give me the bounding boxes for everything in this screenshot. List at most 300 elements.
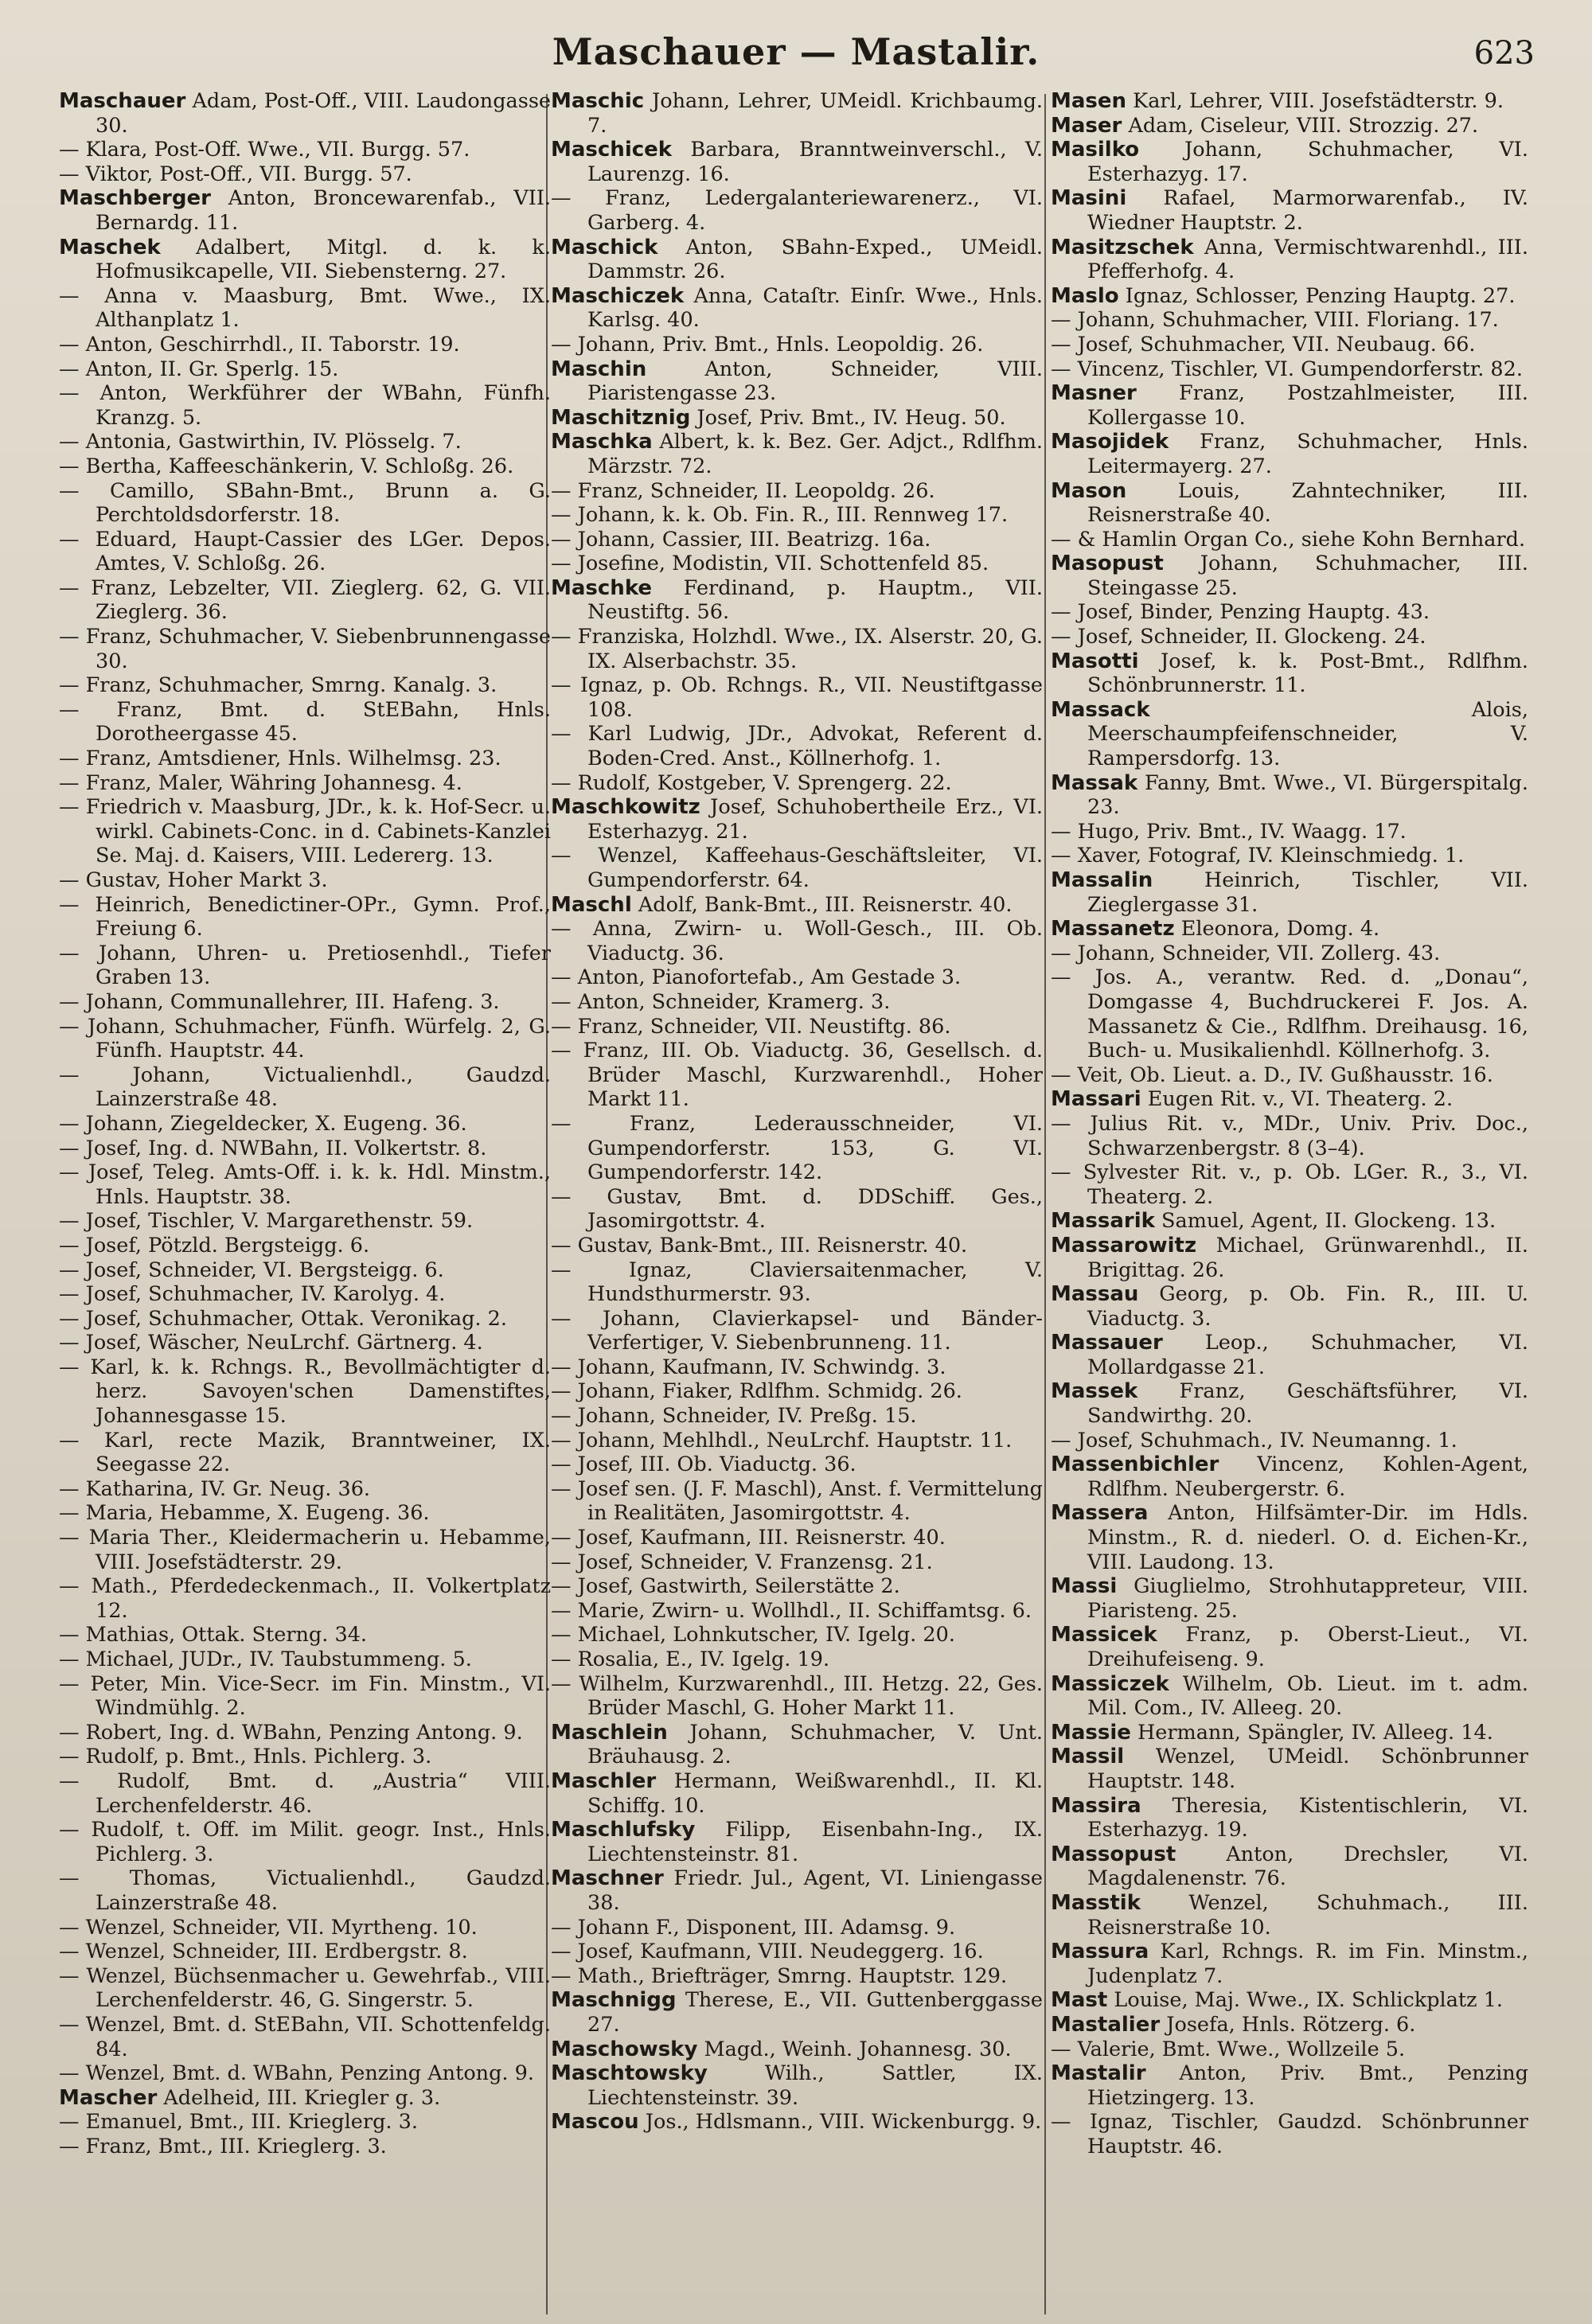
directory-entry (59, 1964, 551, 2013)
directory-entry (551, 990, 1043, 1015)
directory-entry (59, 2086, 551, 2111)
entry-text: — Camillo, SBahn-Bmt., Brunn a. G. Perchtoldsdorferstr. 18. (59, 478, 551, 528)
directory-entry (551, 1234, 1043, 1258)
entry-text: Franz, Schuhmacher, Hnls. Leitermayerg. 27. (1087, 430, 1528, 478)
directory-entry (1051, 186, 1528, 235)
directory-entry (551, 2110, 1043, 2135)
directory-entry (59, 1647, 551, 1672)
directory-entry (551, 1866, 1043, 1915)
directory-entry (1051, 1209, 1528, 1234)
entry-text: — Karl Ludwig, JDr., Advokat, Referent d. Boden-Cred. Anst., Köllnerhofg. 1. (551, 722, 1043, 771)
directory-entry (1051, 333, 1528, 357)
directory-entry (59, 284, 551, 333)
entry-surname: Massura (1051, 1940, 1149, 1964)
entry-surname: Maschkowitz (551, 795, 700, 820)
entry-text: Friedr. Jul., Agent, VI. Liniengasse 38. (587, 1866, 1043, 1915)
entry-surname: Maschowsky (551, 2037, 698, 2061)
directory-entry (59, 2013, 551, 2061)
directory-entry (59, 1137, 551, 1161)
entry-text: — Veit, Ob. Lieut. a. D., IV. Gußhausstr. 16. (1051, 1063, 1493, 1087)
entry-text: Adam, Post-Off., VIII. Laudongasse 30. (96, 89, 551, 138)
entry-surname: Masstik (1051, 1890, 1141, 1915)
directory-entry (59, 795, 551, 868)
entry-text: — Franz, Schuhmacher, Smrng. Kanalg. 3. (59, 673, 498, 698)
directory-entry (551, 1916, 1043, 1940)
entry-text: Karl, Rchngs. R. im Fin. Minstm., Judenplatz 7. (1087, 1940, 1528, 1988)
entry-text: — Anton, Schneider, Kramerg. 3. (551, 989, 891, 1014)
entry-text: Franz, Postzahlmeister, III. Kollergasse 10. (1087, 381, 1528, 430)
directory-entry (551, 1550, 1043, 1575)
entry-text: — Johann, Schneider, VII. Zollerg. 43. (1051, 941, 1441, 965)
entry-text: — Johann, Uhren- u. Pretiosenhdl., Tiefer Graben 13. (59, 941, 551, 990)
directory-entry (59, 2061, 551, 2086)
directory-entry (59, 454, 551, 479)
entry-text: — Rudolf, Kostgeber, V. Sprengerg. 22. (551, 770, 952, 795)
directory-entry (551, 1599, 1043, 1624)
directory-entry (1051, 138, 1528, 186)
entry-text: Johann, Lehrer, UMeidl. Krichbaumg. 7. (587, 89, 1043, 138)
entry-text: Karl, Lehrer, VIII. Josefstädterstr. 9. (1126, 89, 1504, 113)
entry-text: — Johann, Priv. Bmt., Hnls. Leopoldig. 26. (551, 332, 984, 357)
entry-text: — Johann F., Disponent, III. Adamsg. 9. (551, 1915, 956, 1940)
entry-text: Samuel, Agent, II. Glockeng. 13. (1154, 1209, 1496, 1234)
directory-entry (551, 771, 1043, 796)
directory-entry (551, 795, 1043, 844)
entry-text: Hermann, Spängler, IV. Alleeg. 14. (1130, 1720, 1493, 1745)
directory-entry (59, 1623, 551, 1647)
directory-entry (551, 1526, 1043, 1550)
entry-text: — Jos. A., verantw. Red. d. „Donau“, Domgasse 4, Buchdruckerei F. Jos. A. Massanetz & Cie., Rdlfhm. Dreihausg. 16, Buch- u. Musikalienhdl. Köllnerhofg. 3. (1051, 965, 1528, 1063)
entry-text: — Wenzel, Schneider, VII. Myrtheng. 10. (59, 1915, 478, 1940)
entry-text: Anna, Cataſtr. Einſr. Wwe., Hnls. Karlsg. 40. (587, 283, 1043, 333)
entry-text: — Katharina, IV. Gr. Neug. 36. (59, 1476, 371, 1501)
entry-text: — Franz, Schneider, VII. Neustiftg. 86. (551, 1014, 951, 1039)
entry-surname: Massicek (1051, 1623, 1157, 1647)
directory-entry (59, 1672, 551, 1721)
entry-text: — Maria Ther., Kleidermacherin u. Hebamme, VIII. Josefstädterstr. 29. (59, 1526, 551, 1574)
entry-surname: Masopust (1051, 552, 1164, 576)
entry-surname: Massarowitz (1051, 1233, 1197, 1258)
entry-text: — Gustav, Bmt. d. DDSchiff. Ges., Jasomirgottstr. 4. (551, 1184, 1043, 1234)
directory-entry (59, 576, 551, 625)
entry-text: — Josef, Schuhmacher, IV. Karolyg. 4. (59, 1282, 446, 1307)
entry-text: Theresia, Kistentischlerin, VI. Esterhazyg. 19. (1087, 1793, 1528, 1842)
entry-text: — Michael, JUDr., IV. Taubstummeng. 5. (59, 1647, 472, 1671)
entry-text: — Franz, Ledergalanteriewarenerz., VI. Garberg. 4. (551, 186, 1043, 235)
directory-entry (1051, 1331, 1528, 1379)
entry-text: Wenzel, Schuhmach., III. Reisnerstraße 10. (1087, 1890, 1528, 1940)
directory-entry (59, 1112, 551, 1137)
directory-entry (59, 1526, 551, 1574)
entry-text: — Klara, Post-Off. Wwe., VII. Burgg. 57. (59, 138, 470, 162)
directory-entry (59, 381, 551, 430)
directory-entry (59, 1940, 551, 1964)
entry-surname: Masner (1051, 381, 1137, 406)
entry-surname: Maser (1051, 113, 1122, 138)
directory-entry (551, 844, 1043, 892)
entry-text: — Johann, k. k. Ob. Fin. R., III. Rennweg 17. (551, 503, 1009, 528)
directory-entry (59, 1331, 551, 1355)
directory-entry (59, 1769, 551, 1818)
entry-text: — Josef, Schneider, VI. Bergsteigg. 6. (59, 1258, 444, 1282)
entry-text: — Anna, Zwirn- u. Woll-Gesch., III. Ob. Viaductg. 36. (551, 917, 1043, 965)
entry-text: — Josefine, Modistin, VII. Schottenfeld 85. (551, 552, 989, 576)
entry-text: Barbara, Branntweinverschl., V. Laurenzg. 16. (587, 138, 1043, 186)
entry-text: — Karl, recte Mazik, Branntweiner, IX. Seegasse 22. (59, 1428, 551, 1477)
entry-text: — Maria, Hebamme, X. Eugeng. 36. (59, 1501, 430, 1526)
entry-text: — Gustav, Bank-Bmt., III. Reisnerstr. 40. (551, 1233, 968, 1258)
directory-entry (1051, 844, 1528, 868)
entry-text: Wenzel, UMeidl. Schönbrunner Hauptstr. 148. (1087, 1745, 1528, 1793)
directory-entry (551, 186, 1043, 235)
entry-surname: Maslo (1051, 283, 1119, 308)
directory-entry (59, 1355, 551, 1429)
directory-entry (59, 1015, 551, 1063)
entry-text: — Math., Briefträger, Smrng. Hauptstr. 129. (551, 1963, 1008, 1988)
entry-text: — Sylvester Rit. v., p. Ob. LGer. R., 3., VI. Theaterg. 2. (1051, 1160, 1528, 1209)
entry-text: — Rudolf, Bmt. d. „Austria“ VIII. Lerchenfelderstr. 46. (59, 1768, 551, 1818)
entry-text: — Josef, Schneider, II. Glockeng. 24. (1051, 625, 1426, 649)
entry-text: Alois, Meerschaumpfeifenschneider, V. Rampersdorfg. 13. (1087, 697, 1528, 771)
entry-text: Giuglielmo, Strohhutappreteur, VIII. Piaristeng. 25. (1087, 1574, 1528, 1623)
entry-text: Anton, SBahn-Exped., UMeidl. Dammstr. 26. (587, 235, 1043, 284)
entry-text: Michael, Grünwarenhdl., II. Brigittag. 26. (1087, 1233, 1528, 1282)
directory-entry (1051, 284, 1528, 309)
directory-entry (1051, 1282, 1528, 1331)
directory-entry (551, 1015, 1043, 1039)
directory-entry (1051, 1379, 1528, 1428)
entry-surname: Massenbichler (1051, 1452, 1219, 1477)
directory-entry (1051, 1940, 1528, 1988)
directory-entry (551, 284, 1043, 333)
directory-entry (59, 942, 551, 990)
directory-entry (551, 552, 1043, 576)
entry-surname: Maschl (551, 892, 632, 917)
directory-entry (1051, 1112, 1528, 1160)
entry-text: — Josef, Kaufmann, III. Reisnerstr. 40. (551, 1526, 946, 1550)
entry-text: — Josef, Pötzld. Bergsteigg. 6. (59, 1233, 370, 1258)
directory-entry (551, 2061, 1043, 2110)
directory-entry (1051, 649, 1528, 698)
directory-entry (551, 1647, 1043, 1672)
directory-entry (59, 89, 551, 138)
entry-text: — Franz, Bmt. d. StEBahn, Hnls. Dorotheergasse 45. (59, 697, 551, 747)
entry-text: — Johann, Communallehrer, III. Hafeng. 3. (59, 989, 500, 1014)
entry-text: — Karl, k. k. Rchngs. R., Bevollmächtigter d. herz. Savoyen'schen Damenstiftes, Johannesgasse 15. (59, 1355, 551, 1429)
entry-text: — Xaver, Fotograf, IV. Kleinschmiedg. 1. (1051, 844, 1465, 868)
directory-entry (1051, 552, 1528, 600)
directory-entry (1051, 1574, 1528, 1623)
directory-entry (551, 357, 1043, 406)
directory-entry (59, 698, 551, 747)
entry-surname: Massalin (1051, 868, 1153, 892)
directory-entry (551, 406, 1043, 431)
entry-surname: Maschka (551, 430, 653, 454)
entry-text: — Mathias, Ottak. Sterng. 34. (59, 1623, 368, 1647)
entry-text: Johann, Schuhmacher, III. Steingasse 25. (1087, 552, 1528, 600)
entry-surname: Massari (1051, 1087, 1141, 1112)
directory-entry (1051, 89, 1528, 114)
entry-text: Rafael, Marmorwarenfab., IV. Wiedner Hauptstr. 2. (1087, 186, 1528, 235)
entry-text: — Johann, Mehlhdl., NeuLrchf. Hauptstr. 11. (551, 1428, 1013, 1452)
directory-entry (551, 1452, 1043, 1477)
directory-entry (1051, 868, 1528, 917)
page-number: 623 (1473, 35, 1535, 72)
directory-entry (59, 1429, 551, 1477)
entry-text: — Johann, Kaufmann, IV. Schwindg. 3. (551, 1355, 946, 1379)
entry-text: Jos., Hdlsmann., VIII. Wickenburgg. 9. (638, 2110, 1042, 2135)
entry-text: Leop., Schuhmacher, VI. Mollardgasse 21. (1087, 1331, 1528, 1379)
directory-entry (1051, 1429, 1528, 1453)
entry-surname: Mastalir (1051, 2061, 1146, 2086)
entry-surname: Massi (1051, 1574, 1118, 1599)
entry-text: — Josef, Gastwirth, Seilerstätte 2. (551, 1574, 900, 1599)
entry-text: Josefa, Hnls. Rötzerg. 6. (1160, 2012, 1416, 2037)
directory-entry (59, 1160, 551, 1209)
entry-text: — Franz, Lederausschneider, VI. Gumpendorferstr. 153, G. VI. Gumpendorferstr. 142. (551, 1111, 1043, 1185)
directory-entry (59, 479, 551, 528)
entry-text: — Julius Rit. v., MDr., Univ. Priv. Doc., Schwarzenbergstr. 8 (3–4). (1051, 1111, 1528, 1160)
entry-surname: Massiczek (1051, 1671, 1169, 1696)
entry-text: Josef, Schuhobertheile Erz., VI. Esterhazyg. 21. (587, 795, 1043, 844)
entry-surname: Mascher (59, 2085, 158, 2110)
directory-entry (1051, 1234, 1528, 1282)
directory-entry (1051, 2061, 1528, 2110)
directory-entry (551, 1769, 1043, 1818)
entry-text: — Josef, Ing. d. NWBahn, II. Volkertstr. 8. (59, 1136, 487, 1160)
directory-entry (59, 357, 551, 382)
entry-surname: Massera (1051, 1501, 1149, 1526)
column-middle (551, 89, 1043, 2135)
entry-text: Magd., Weinh. Johannesg. 30. (697, 2037, 1012, 2061)
entry-text: Ferdinand, p. Hauptm., VII. Neustiftg. 56. (587, 575, 1043, 625)
entry-text: — Wenzel, Bmt. d. WBahn, Penzing Antong. 9. (59, 2061, 534, 2086)
entry-text: — Josef, III. Ob. Viaductg. 36. (551, 1452, 856, 1477)
entry-text: — Antonia, Gastwirthin, IV. Plösselg. 7. (59, 430, 462, 454)
entry-text: Anton, Drechsler, VI. Magdalenenstr. 76. (1087, 1842, 1528, 1891)
directory-entry (1051, 357, 1528, 382)
entry-text: Albert, k. k. Bez. Ger. Adjct., Rdlfhm. Märzstr. 72. (587, 430, 1043, 478)
entry-text: — Josef, Schuhmacher, Ottak. Veronikag. 2. (59, 1306, 507, 1331)
directory-entry (551, 1477, 1043, 1526)
directory-entry (551, 673, 1043, 722)
entry-text: — Johann, Ziegeldecker, X. Eugeng. 36. (59, 1111, 467, 1136)
directory-entry (551, 1964, 1043, 1989)
directory-entry (551, 89, 1043, 138)
directory-entry (59, 162, 551, 187)
entry-text: — Franziska, Holzhdl. Wwe., IX. Alserstr. 20, G. IX. Alserbachstr. 35. (551, 625, 1043, 673)
entry-text: Wilh., Sattler, IX. Liechtensteinstr. 39. (587, 2061, 1043, 2110)
entry-text: — Johann, Schneider, IV. Preßg. 15. (551, 1404, 917, 1429)
entry-surname: Massie (1051, 1720, 1131, 1745)
entry-surname: Massanetz (1051, 917, 1175, 942)
entry-surname: Maschke (551, 575, 653, 600)
directory-entry (59, 528, 551, 576)
entry-surname: Massak (1051, 770, 1138, 795)
directory-entry (59, 1866, 551, 1915)
entry-surname: Massack (1051, 697, 1150, 722)
directory-entry (1051, 917, 1528, 942)
directory-entry (59, 138, 551, 162)
entry-surname: Mastalier (1051, 2012, 1161, 2037)
directory-entry (551, 1307, 1043, 1355)
directory-entry (1051, 381, 1528, 430)
directory-entry (1051, 942, 1528, 966)
entry-text: Georg, p. Ob. Fin. R., III. U. Viaductg. 3. (1087, 1282, 1528, 1331)
directory-entry (551, 1039, 1043, 1112)
entry-surname: Maschek (59, 235, 161, 259)
entry-text: Ignaz, Schlosser, Penzing Hauptg. 27. (1118, 283, 1516, 308)
entry-text: — Rudolf, p. Bmt., Hnls. Pichlerg. 3. (59, 1745, 432, 1769)
column-divider (1044, 94, 1046, 2314)
entry-text: — Johann, Victualienhdl., Gaudzd. Lainzerstraße 48. (59, 1063, 551, 1112)
directory-entry (59, 1234, 551, 1258)
directory-entry (551, 1988, 1043, 2037)
directory-entry (551, 1672, 1043, 1721)
directory-entry (59, 430, 551, 454)
entry-text: — Anton, Geschirrhdl., II. Taborstr. 19. (59, 332, 460, 357)
directory-entry (59, 625, 551, 673)
entry-text: — Franz, Maler, Währing Johannesg. 4. (59, 770, 462, 795)
directory-entry (1051, 1988, 1528, 2013)
entry-text: Therese, E., VII. Guttenberggasse 27. (587, 1988, 1043, 2037)
directory-entry (551, 1623, 1043, 1647)
entry-surname: Masilko (1051, 138, 1140, 162)
directory-entry (551, 576, 1043, 625)
directory-entry (551, 2037, 1043, 2062)
entry-text: — Franz, Lebzelter, VII. Zieglerg. 62, G. VII. Zieglerg. 36. (59, 575, 551, 625)
entry-text: — Josef, Binder, Penzing Hauptg. 43. (1051, 600, 1430, 625)
directory-entry (1051, 1160, 1528, 1209)
entry-text: — Wenzel, Büchsenmacher u. Gewehrfab., VIII. Lerchenfelderstr. 46, G. Singerstr. 5. (59, 1963, 551, 2013)
entry-text: Johann, Schuhmacher, V. Unt. Bräuhausg. 2. (587, 1720, 1043, 1769)
entry-text: — Wenzel, Schneider, III. Erdbergstr. 8. (59, 1940, 468, 1964)
directory-entry (551, 430, 1043, 478)
entry-surname: Maschlufsky (551, 1818, 696, 1842)
directory-entry (59, 1745, 551, 1769)
entry-surname: Masotti (1051, 649, 1139, 673)
directory-entry (551, 1185, 1043, 1234)
entry-surname: Maschler (551, 1768, 657, 1793)
entry-text: Adelheid, III. Kriegler g. 3. (157, 2085, 441, 2110)
entry-surname: Maschicek (551, 138, 673, 162)
directory-entry (59, 868, 551, 893)
entry-text: Anton, Priv. Bmt., Penzing Hietzingerg. 13. (1087, 2061, 1528, 2110)
entry-text: — Vincenz, Tischler, VI. Gumpendorferstr. 82. (1051, 357, 1523, 381)
entry-text: — Math., Pferdedeckenmach., II. Volkertplatz 12. (59, 1574, 551, 1623)
entry-surname: Massil (1051, 1745, 1125, 1769)
directory-entry (551, 965, 1043, 990)
entry-text: Hermann, Weißwarenhdl., II. Kl. Schiffg. 10. (587, 1768, 1043, 1818)
entry-surname: Massau (1051, 1282, 1139, 1307)
directory-entry (59, 1818, 551, 1866)
directory-entry (1051, 430, 1528, 478)
entry-text: — Ignaz, p. Ob. Rchngs. R., VII. Neustiftgasse 108. (551, 673, 1043, 722)
directory-entry (59, 1282, 551, 1307)
directory-entry (551, 1379, 1043, 1404)
entry-text: — Peter, Min. Vice-Secr. im Fin. Minstm., VI. Windmühlg. 2. (59, 1671, 551, 1721)
entry-surname: Mascou (551, 2110, 639, 2135)
entry-surname: Maschtowsky (551, 2061, 708, 2086)
entry-text: — Emanuel, Bmt., III. Krieglerg. 3. (59, 2110, 418, 2135)
directory-entry (1051, 1063, 1528, 1088)
entry-text: — Valerie, Bmt. Wwe., Wollzeile 5. (1051, 2037, 1406, 2061)
entry-surname: Massauer (1051, 1331, 1163, 1355)
directory-entry (551, 503, 1043, 528)
column-right (1051, 89, 1528, 2158)
entry-text: — Hugo, Priv. Bmt., IV. Waagg. 17. (1051, 819, 1407, 844)
entry-text: — Ignaz, Claviersaitenmacher, V. Hundsthurmerstr. 93. (551, 1258, 1043, 1307)
directory-entry (1051, 1842, 1528, 1891)
entry-text: — Franz, Amtsdiener, Hnls. Wilhelmsg. 23. (59, 747, 501, 771)
directory-entry (1051, 1745, 1528, 1793)
directory-entry (551, 1574, 1043, 1599)
directory-entry (551, 1429, 1043, 1453)
entry-text: — Franz, Schuhmacher, V. Siebenbrunnengasse 30. (59, 625, 551, 673)
entry-text: Eleonora, Domg. 4. (1174, 917, 1380, 942)
entry-text: Louis, Zahntechniker, III. Reisnerstraße 40. (1087, 478, 1528, 528)
entry-text: Adalbert, Mitgl. d. k. k. Hofmusikcapelle, VII. Siebensterng. 27. (96, 235, 551, 284)
entry-text: — Heinrich, Benedictiner-OPr., Gymn. Prof., Freiung 6. (59, 892, 551, 942)
directory-entry (551, 1721, 1043, 1769)
entry-text: — Thomas, Victualienhdl., Gaudzd. Lainzerstraße 48. (59, 1866, 551, 1915)
directory-entry (1051, 2013, 1528, 2037)
directory-entry (1051, 1452, 1528, 1501)
entry-surname: Mason (1051, 478, 1127, 503)
entry-text: Anton, Hilfsämter-Dir. im Hdls. Minstm., R. d. niederl. O. d. Eichen-Kr., VIII. Laudong. 13. (1087, 1501, 1528, 1574)
directory-entry (1051, 2037, 1528, 2062)
page-title: Maschauer — Mastalir. (552, 30, 1040, 73)
directory-entry (59, 2135, 551, 2159)
entry-surname: Maschnigg (551, 1988, 677, 2013)
entry-text: — Wilhelm, Kurzwarenhdl., III. Hetzg. 22, Ges. Brüder Maschl, G. Hoher Markt 11. (551, 1671, 1043, 1721)
entry-text: Wilhelm, Ob. Lieut. im t. adm. Mil. Com., IV. Alleeg. 20. (1087, 1671, 1528, 1721)
entry-text: — Josef, Schneider, V. Franzensg. 21. (551, 1550, 933, 1574)
directory-entry (59, 1574, 551, 1623)
directory-entry (1051, 1087, 1528, 1112)
directory-entry (551, 1818, 1043, 1866)
directory-entry (551, 236, 1043, 284)
column-left (59, 89, 551, 2158)
entry-surname: Massira (1051, 1793, 1141, 1818)
directory-entry (59, 1307, 551, 1332)
entry-text: — Josef, Teleg. Amts-Off. i. k. k. Hdl. Minstm., Hnls. Hauptstr. 38. (59, 1160, 551, 1209)
directory-entry (59, 1063, 551, 1112)
entry-text: — Eduard, Haupt-Cassier des LGer. Depos. Amtes, V. Schloßg. 26. (59, 527, 551, 576)
directory-entry (1051, 528, 1528, 552)
directory-entry (551, 1112, 1043, 1185)
entry-text: — Johann, Clavierkapsel- und Bänder-Verfertiger, V. Siebenbrunneng. 11. (551, 1306, 1043, 1355)
directory-entry (1051, 308, 1528, 333)
entry-text: Eugen Rit. v., VI. Theaterg. 2. (1141, 1087, 1453, 1112)
entry-surname: Mast (1051, 1988, 1108, 2013)
directory-entry (1051, 1794, 1528, 1842)
entry-surname: Maschlein (551, 1720, 668, 1745)
entry-surname: Maschiczek (551, 283, 685, 308)
entry-text: — Rosalia, E., IV. Igelg. 19. (551, 1647, 830, 1671)
entry-text: — Josef, Schuhmach., IV. Neumanng. 1. (1051, 1428, 1457, 1452)
entry-text: — Johann, Schuhmacher, Fünfh. Würfelg. 2, G. Fünfh. Hauptstr. 44. (59, 1014, 551, 1063)
entry-text: — Marie, Zwirn- u. Wollhdl., II. Schiffamtsg. 6. (551, 1598, 1032, 1623)
entry-text: — Bertha, Kaffeeschänkerin, V. Schloßg. 26. (59, 454, 514, 478)
entry-surname: Maschin (551, 357, 647, 381)
entry-surname: Massek (1051, 1379, 1138, 1404)
entry-surname: Maschner (551, 1866, 664, 1891)
directory-entry (59, 990, 551, 1015)
directory-entry (59, 673, 551, 698)
entry-text: Adam, Ciseleur, VIII. Strozzig. 27. (1122, 113, 1479, 138)
directory-entry (1051, 820, 1528, 844)
